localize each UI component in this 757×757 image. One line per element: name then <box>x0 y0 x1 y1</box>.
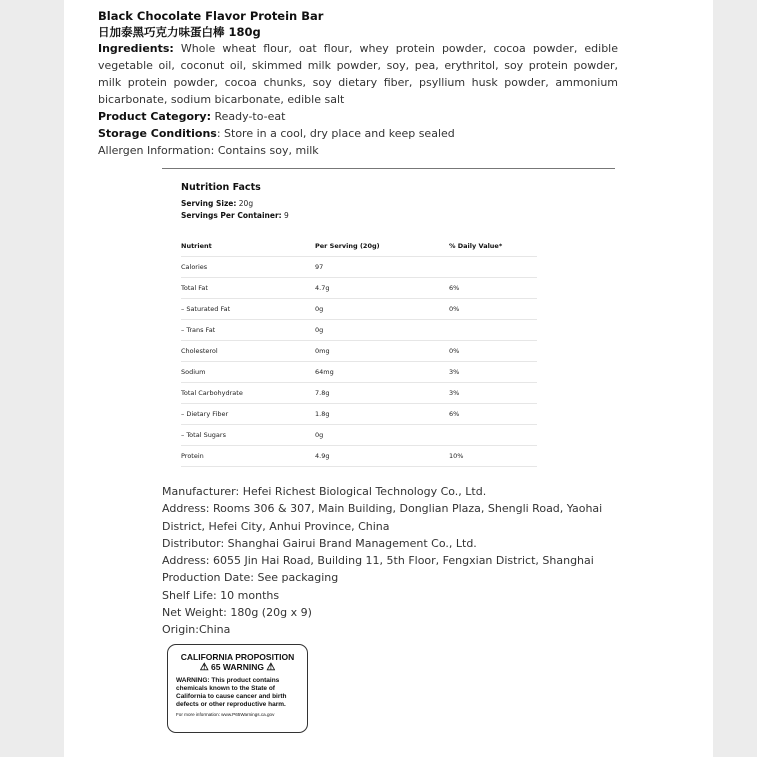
warning-triangle-icon: ⚠ <box>199 661 209 673</box>
nutrient-name: – Total Sugars <box>181 431 226 439</box>
prop65-body <box>168 673 307 709</box>
nutrition-title: Nutrition Facts <box>181 182 261 193</box>
nutrient-amount: 4.7g <box>315 284 330 292</box>
nutrient-dv: 3% <box>449 368 460 376</box>
origin: Origin:China <box>162 623 231 637</box>
production-date: Production Date: See packaging <box>162 571 339 585</box>
nutrient-amount: 4.9g <box>315 452 330 460</box>
table-row <box>181 299 537 320</box>
header-daily-value: % Daily Value* <box>449 242 503 250</box>
nutrient-dv: 3% <box>449 389 460 397</box>
serving-size <box>181 198 541 210</box>
table-row <box>181 404 537 425</box>
allergen-info: Allergen Information: Contains soy, milk <box>98 144 319 157</box>
table-row <box>181 257 537 278</box>
nutrient-amount: 0g <box>315 326 324 334</box>
ingredients <box>98 40 618 108</box>
distributor-address: Address: 6055 Jin Hai Road, Building 11, 5th Floor, Fengxian District, Shanghai <box>162 554 594 568</box>
category-value: Ready-to-eat <box>211 110 286 123</box>
nutrition-table-header <box>181 236 537 257</box>
serving-size-label: Serving Size: <box>181 199 237 208</box>
serving-size-value: 20g <box>236 199 254 208</box>
table-row <box>181 320 537 341</box>
storage-conditions <box>98 125 618 142</box>
table-row <box>181 446 537 467</box>
nutrient-name: – Dietary Fiber <box>181 410 229 418</box>
nutrient-amount: 97 <box>315 263 324 271</box>
nutrient-amount: 0g <box>315 305 324 313</box>
nutrition-table <box>181 236 537 467</box>
manufacturer-address: Address: Rooms 306 & 307, Main Building, Donglian Plaza, Shengli Road, Yaohai District, Hefei City, Anhui Province, China <box>162 502 603 533</box>
nutrient-name: Protein <box>181 452 204 460</box>
table-row <box>181 425 537 446</box>
prop65-title-line2 <box>168 662 307 673</box>
header-per-serving: Per Serving (20g) <box>315 242 380 250</box>
servings-label: Servings Per Container: <box>181 211 282 220</box>
servings-value: 9 <box>281 211 289 220</box>
prop65-footer: For more information: www.P65Warnings.ca.gov <box>176 711 275 717</box>
servings-per-container <box>181 210 541 222</box>
table-row <box>181 383 537 404</box>
ingredients-text: Whole wheat flour, oat flour, whey protein powder, cocoa powder, edible vegetable oil, coconut oil, skimmed milk powder, soy, pea, erythritol, soy protein powder, milk protein powder, cocoa chunks, soy dietary fiber, psyllium husk powder, ammonium bicarbonate, sodium bicarbonate, edible salt <box>98 42 618 106</box>
prop65-title-line1: CALIFORNIA PROPOSITION <box>180 652 295 662</box>
nutrient-name: Total Fat <box>181 284 208 292</box>
nutrient-amount: 0g <box>315 431 324 439</box>
section-divider <box>162 168 615 169</box>
table-row <box>181 341 537 362</box>
category-label: Product Category: <box>98 110 211 123</box>
nutrient-name: Total Carbohydrate <box>181 389 243 397</box>
table-row <box>181 278 537 299</box>
nutrient-amount: 0mg <box>315 347 330 355</box>
storage-label: Storage Conditions <box>98 127 217 140</box>
nutrient-dv: 10% <box>449 452 464 460</box>
nutrient-amount: 64mg <box>315 368 334 376</box>
ingredients-label: Ingredients: <box>98 42 174 55</box>
product-info <box>98 9 618 159</box>
nutrition-facts-header <box>181 182 541 222</box>
nutrient-name: Cholesterol <box>181 347 218 355</box>
nutrient-name: – Trans Fat <box>181 326 216 334</box>
product-title: Black Chocolate Flavor Protein Bar <box>98 9 324 23</box>
table-row <box>181 362 537 383</box>
product-subtitle: 日加泰黑巧克力味蛋白棒 180g <box>98 25 261 39</box>
warning-triangle-icon: ⚠ <box>266 661 276 673</box>
nutrient-amount: 1.8g <box>315 410 330 418</box>
prop65-warning-label-text: WARNING: <box>176 676 210 684</box>
product-category <box>98 108 618 125</box>
net-weight: Net Weight: 180g (20g x 9) <box>162 606 312 620</box>
prop65-warning-text: This product contains chemicals known to the State of California to cause cancer and birth defects or other reproductive harm. <box>176 676 287 708</box>
nutrient-name: – Saturated Fat <box>181 305 231 313</box>
nutrient-dv: 6% <box>449 284 460 292</box>
nutrient-name: Calories <box>181 263 208 271</box>
nutrient-dv: 0% <box>449 347 460 355</box>
nutrient-dv: 0% <box>449 305 460 313</box>
nutrient-name: Sodium <box>181 368 206 376</box>
nutrient-amount: 7.8g <box>315 389 330 397</box>
header-nutrient: Nutrient <box>181 242 212 250</box>
manufacturer: Manufacturer: Hefei Richest Biological Technology Co., Ltd. <box>162 485 487 498</box>
prop65-warning-label <box>167 644 308 733</box>
prop65-title <box>168 652 307 673</box>
nutrient-dv: 6% <box>449 410 460 418</box>
shelf-life: Shelf Life: 10 months <box>162 588 280 602</box>
storage-value: : Store in a cool, dry place and keep sealed <box>216 127 455 140</box>
company-info <box>162 483 618 639</box>
prop65-warning-heading: 65 WARNING <box>208 662 267 672</box>
distributor: Distributor: Shanghai Gairui Brand Management Co., Ltd. <box>162 536 477 550</box>
